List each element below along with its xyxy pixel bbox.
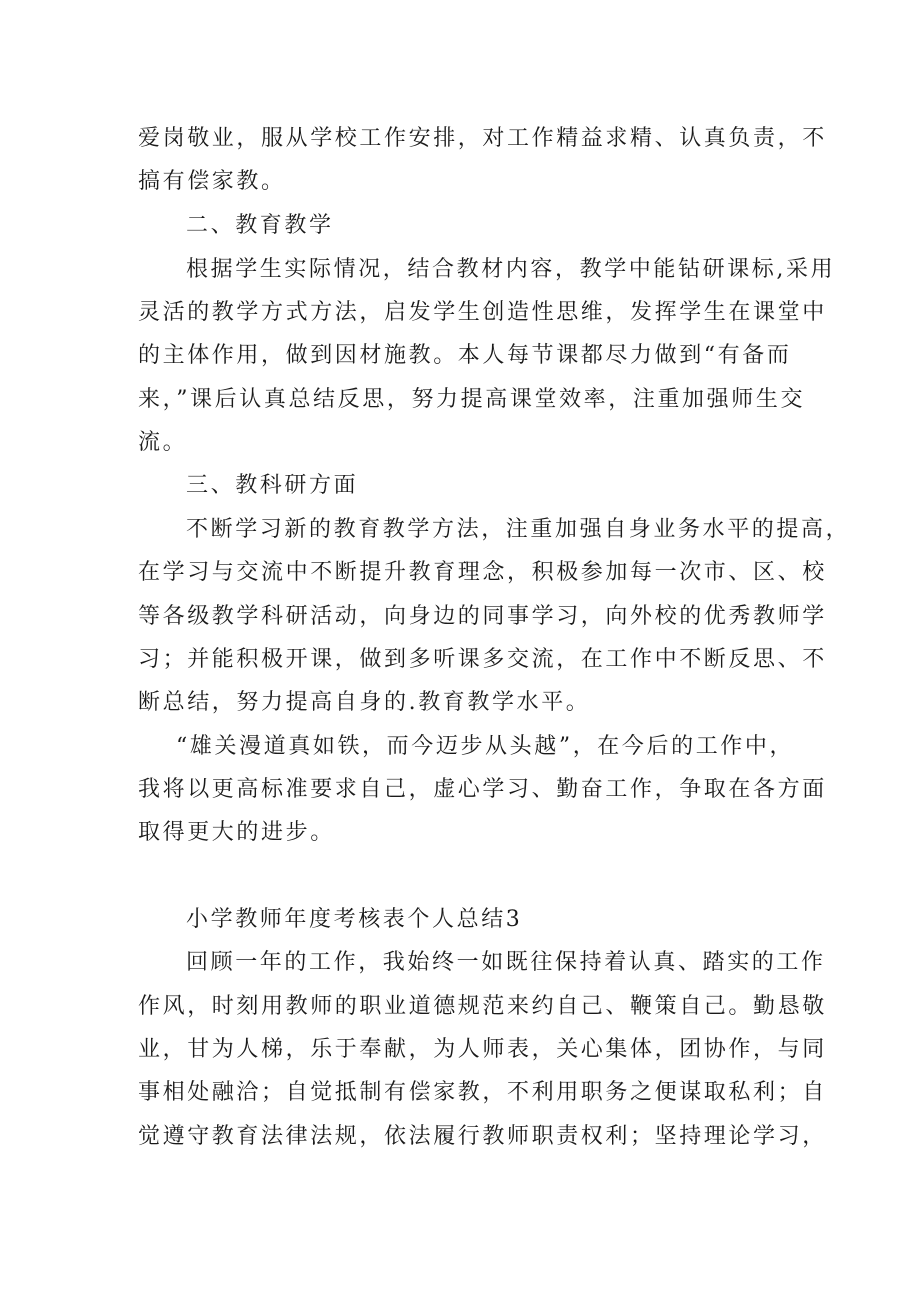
paragraph-line: 流。 xyxy=(138,430,188,455)
paragraph-line: 搞有偿家教。 xyxy=(138,169,286,194)
paragraph-line: 事相处融洽；自觉抵制有偿家教，不利用职务之便谋取私利；自 xyxy=(138,1080,827,1105)
paragraph-line: 来，”课后认真总结反思，努力提高课堂效率，注重加强师生交 xyxy=(138,387,806,412)
paragraph-line: 爱岗敬业，服从学校工作安排，对工作精益求精、认真负责，不 xyxy=(138,126,827,151)
section-heading-research: 三、教科研方面 xyxy=(186,473,359,498)
paragraph-line: 觉遵守教育法律法规，依法履行教师职责权利；坚持理论学习， xyxy=(138,1124,827,1149)
paragraph-line: 习；并能积极开课，做到多听课多交流，在工作中不断反思、不 xyxy=(138,647,827,672)
section-heading-teaching: 二、教育教学 xyxy=(186,213,334,238)
paragraph-line: 我将以更高标准要求自己，虚心学习、勤奋工作，争取在各方面 xyxy=(138,777,827,802)
paragraph-line: 回顾一年的工作，我始终一如既往保持着认真、踏实的工作 xyxy=(186,950,826,975)
paragraph-line: 等各级教学科研活动，向身边的同事学习，向外校的优秀教师学 xyxy=(138,604,827,629)
paragraph-line: 在学习与交流中不断提升教育理念，积极参加每一次市、区、校 xyxy=(138,560,827,585)
paragraph-line: “雄关漫道真如铁，而今迈步从头越”，在今后的工作中， xyxy=(176,734,795,759)
paragraph-line: 断总结，努力提高自身的.教育教学水平。 xyxy=(138,690,591,715)
paragraph-line: 灵活的教学方式方法，启发学生创造性思维，发挥学生在课堂中 xyxy=(138,300,827,325)
paragraph-line: 不断学习新的教育教学方法，注重加强自身业务水平的提高， xyxy=(186,517,851,542)
paragraph-line: 业，甘为人梯，乐于奉献，为人师表，关心集体，团协作，与同 xyxy=(138,1037,827,1062)
paragraph-line: 取得更大的进步。 xyxy=(138,820,335,845)
paragraph-line: 作风，时刻用教师的职业道德规范来约自己、鞭策自己。勤恳敬 xyxy=(138,994,827,1019)
paragraph-line: 根据学生实际情况，结合教材内容，教学中能钻研课标,采用 xyxy=(186,257,836,282)
document-section-title: 小学教师年度考核表个人总结3 xyxy=(186,907,523,932)
paragraph-line: 的主体作用，做到因材施教。本人每节课都尽力做到“有备而 xyxy=(138,343,792,368)
